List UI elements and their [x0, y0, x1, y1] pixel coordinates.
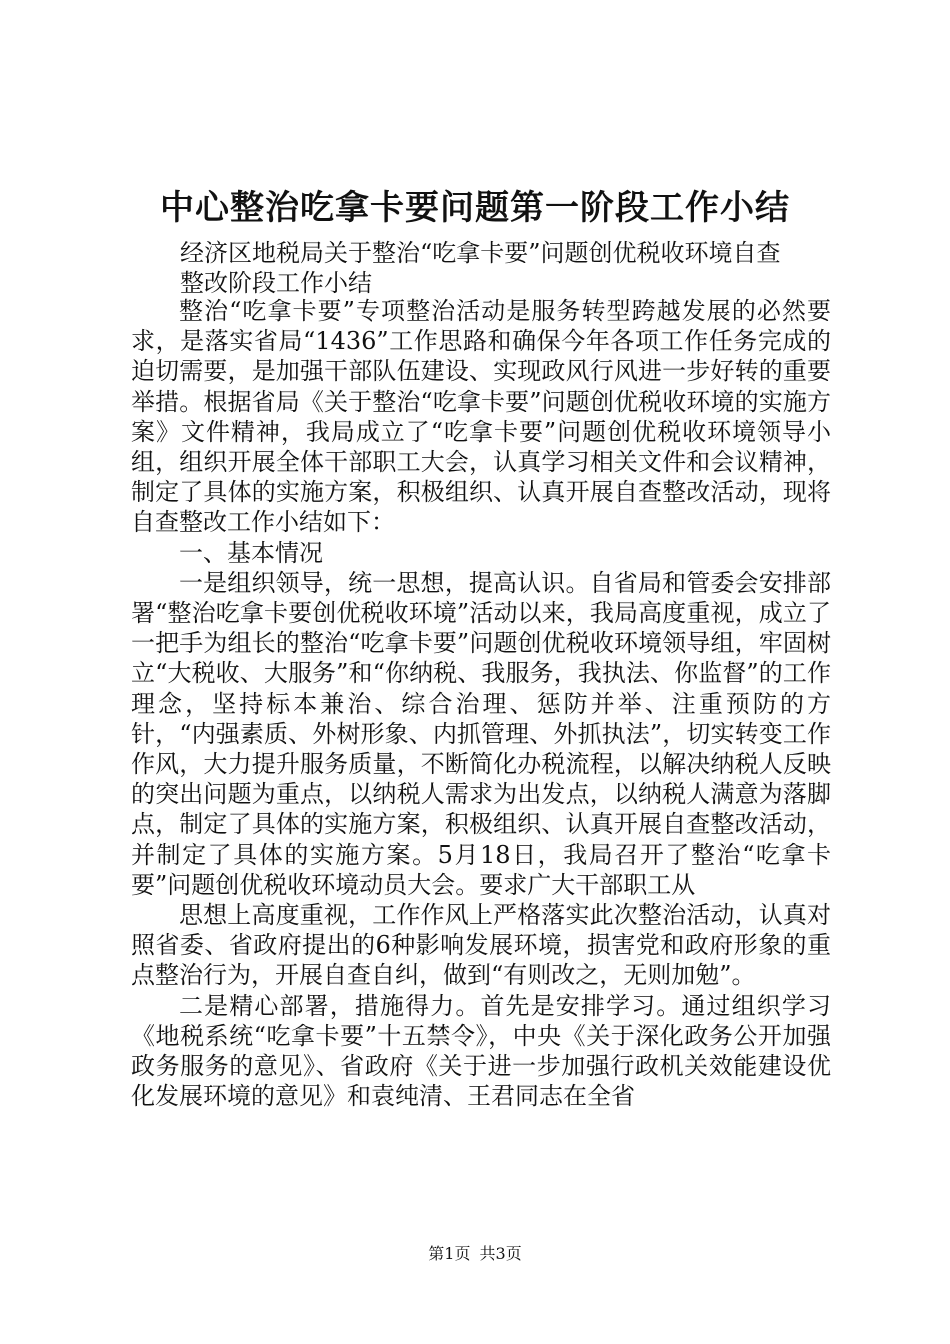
- document-subtitle: 经济区地税局关于整治“吃拿卡要”问题创优税收环境自查整改阶段工作小结: [180, 239, 781, 297]
- paragraph-organization-leadership: 一是组织领导，统一思想，提高认识。自省局和管委会安排部署“整治吃拿卡要创优税收环境”活动以来，我局高度重视，成立了一把手为组长的整治“吃拿卡要”问题创优税收环境领导组，牢固树立“大税收、大服务”和“你纳税、我服务，我执法、你监督”的工作理念，坚持标本兼治、综合治理、惩防并举、注重预防的方针，“内强素质、外树形象、内抓管理、外抓执法”，切实转变工作作风，大力提升服务质量，不断简化办税流程，以解决纳税人反映的突出问题为重点，以纳税人需求为出发点，以纳税人满意为落脚点，制定了具体的实施方案，积极组织、认真开展自查整改活动，并制定了具体的实施方案。5月18日，我局召开了整治“吃拿卡要”问题创优税收环境动员大会。要求广大干部职工从: [131, 568, 831, 899]
- paragraph-careful-deployment: 二是精心部署，措施得力。首先是安排学习。通过组织学习《地税系统“吃拿卡要”十五禁令》，中央《关于深化政务公开加强政务服务的意见》、省政府《关于进一步加强行政机关效能建设优化发展环境的意见》和袁纯清、王君同志在全省: [131, 991, 831, 1111]
- section-heading-basic-situation: 一、基本情况: [179, 538, 323, 567]
- total-pages: 共3页: [479, 1244, 522, 1263]
- page-number: 第1页: [428, 1244, 471, 1263]
- document-body: [131, 296, 831, 1111]
- page-footer: [0, 1244, 950, 1264]
- paragraph-intro: 整治“吃拿卡要”专项整治活动是服务转型跨越发展的必然要求，是落实省局“1436”工作思路和确保今年各项工作任务完成的迫切需要，是加强干部队伍建设、实现政风行风进一步好转的重要举措。根据省局《关于整治“吃拿卡要”问题创优税收环境的实施方案》文件精神，我局成立了“吃拿卡要”问题创优税收环境领导小组，组织开展全体干部职工大会，认真学习相关文件和会议精神，制定了具体的实施方案，积极组织、认真开展自查整改活动，现将自查整改工作小结如下：: [131, 297, 831, 537]
- paragraph-ideological-attention: 思想上高度重视，工作作风上严格落实此次整治活动，认真对照省委、省政府提出的6种影响发展环境，损害党和政府形象的重点整治行为，开展自查自纠，做到“有则改之，无则加勉”。: [131, 901, 831, 990]
- document-title: 中心整治吃拿卡要问题第一阶段工作小结: [160, 188, 790, 228]
